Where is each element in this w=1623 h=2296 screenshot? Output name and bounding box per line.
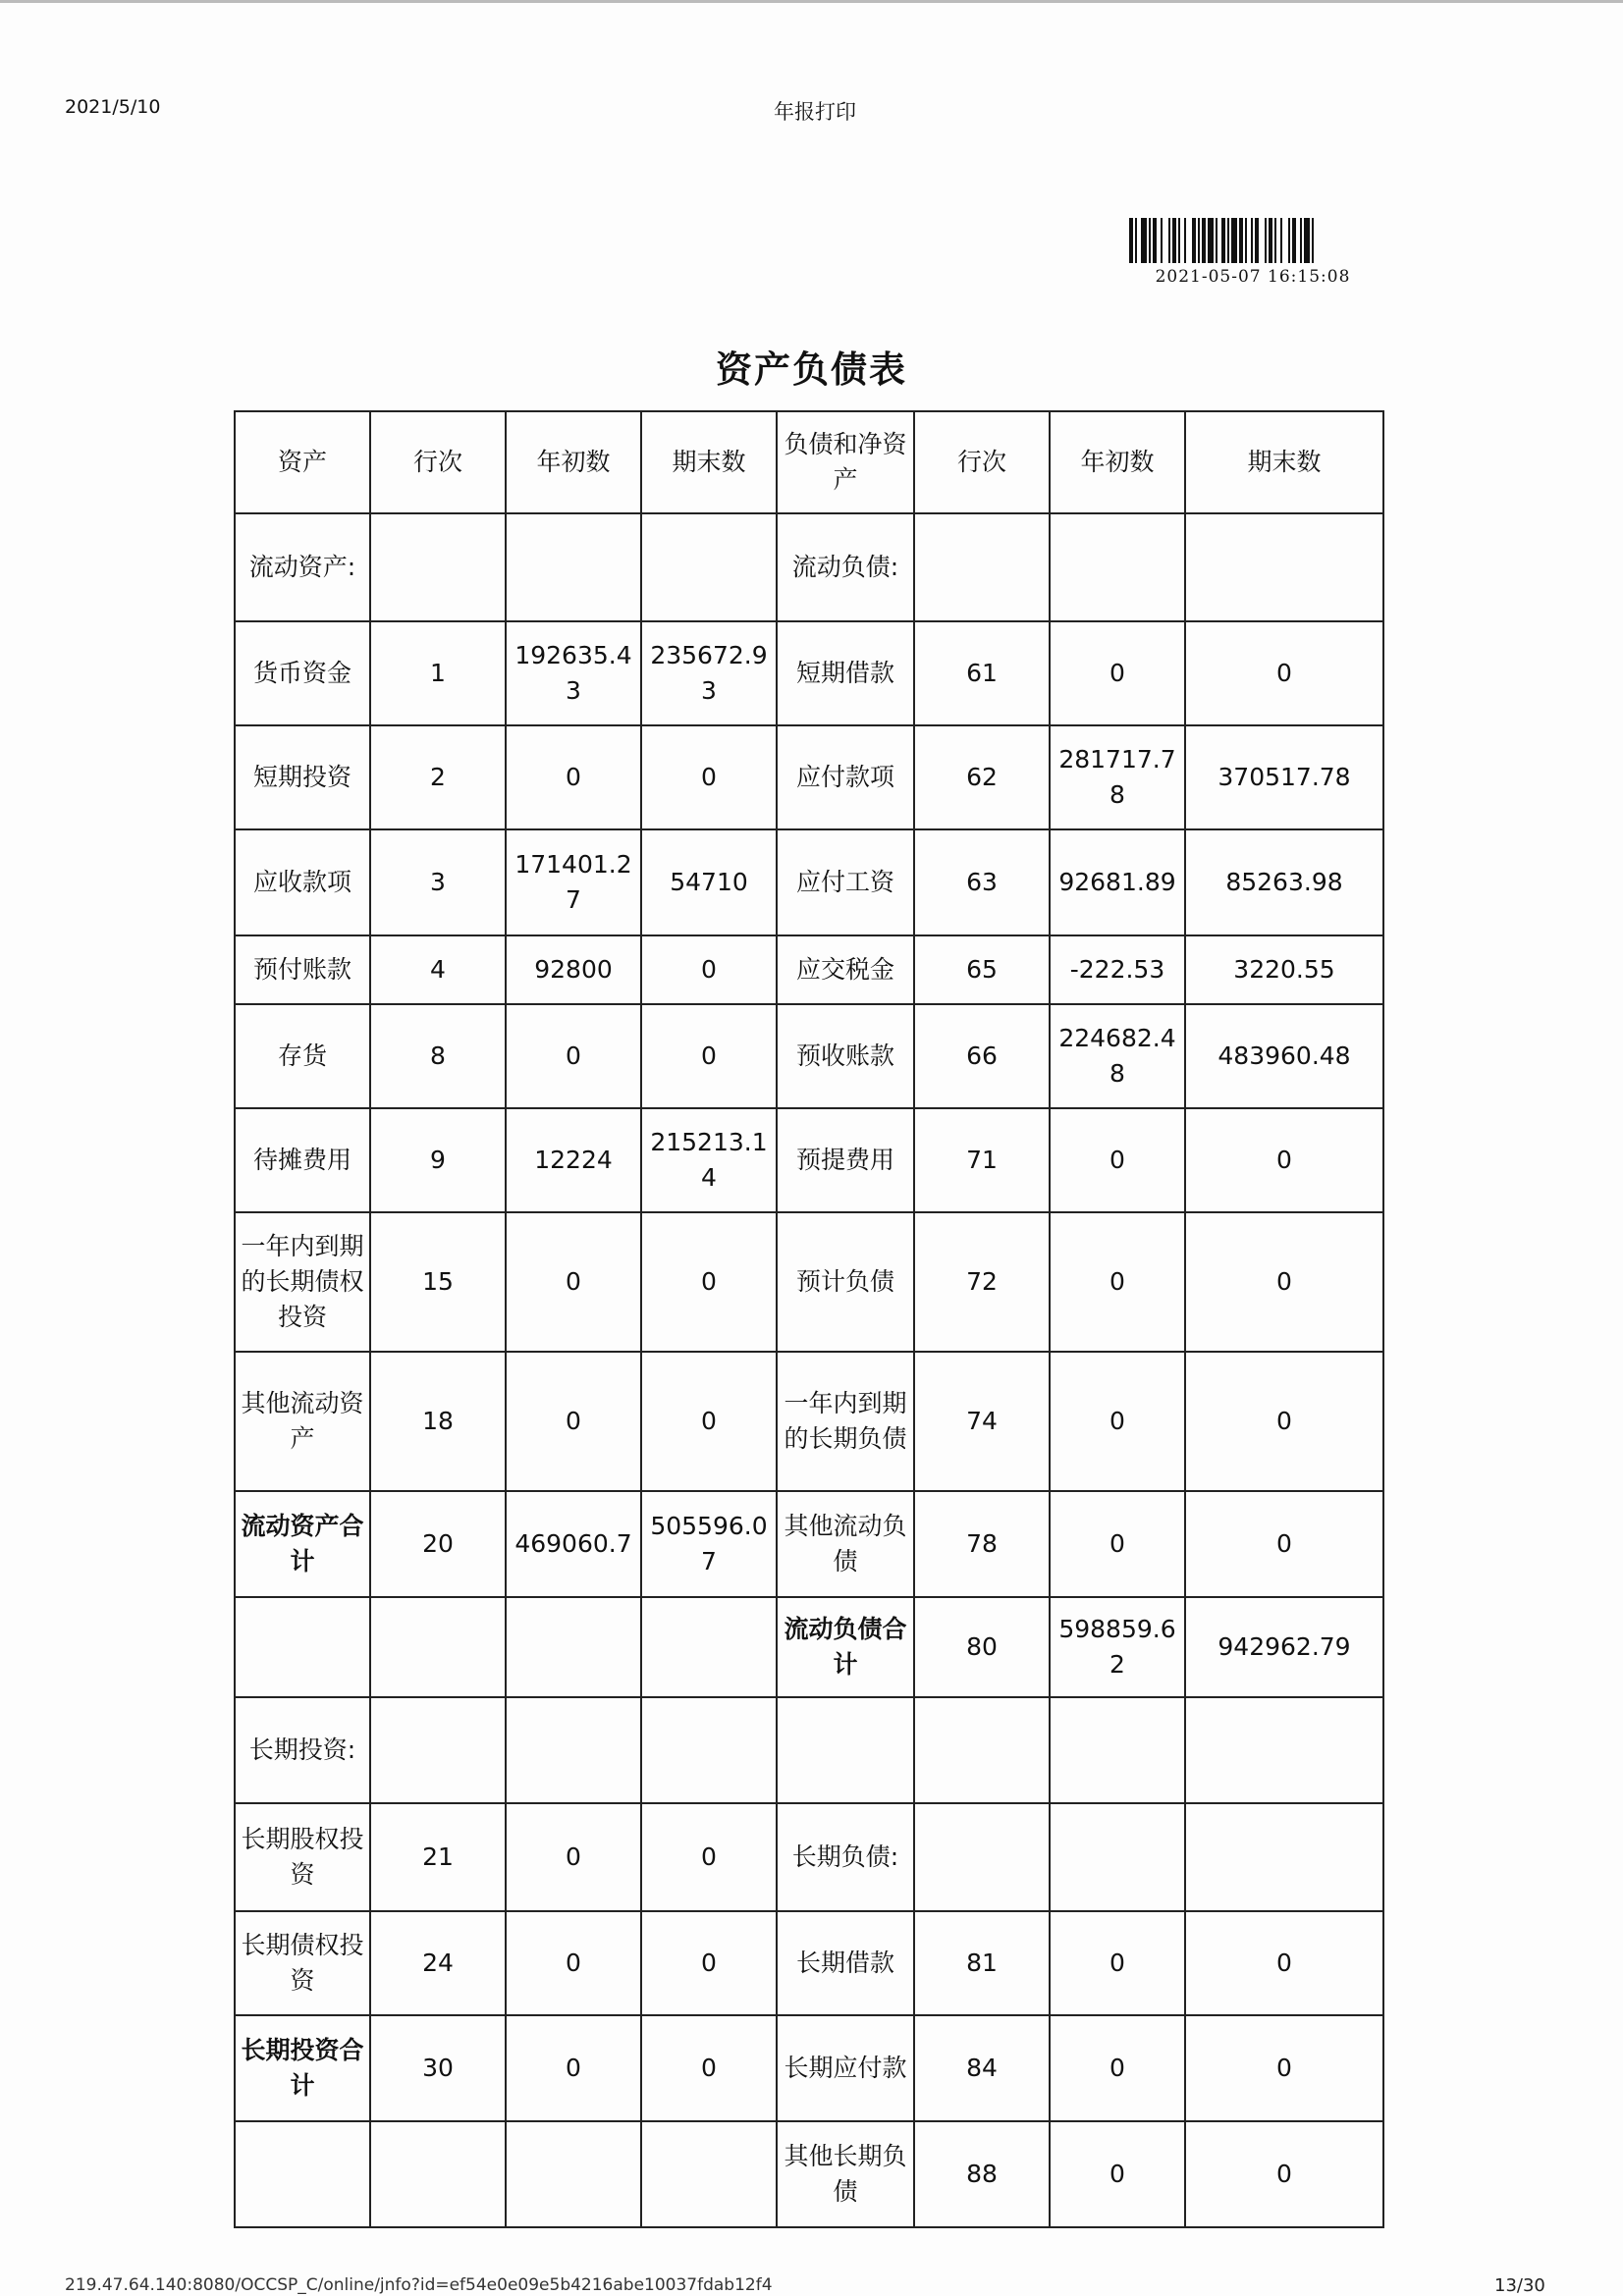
table-cell: 61 <box>914 621 1050 725</box>
table-cell: 72 <box>914 1212 1050 1352</box>
barcode-timestamp: 2021-05-07 16:15:08 <box>1155 267 1351 287</box>
table-cell <box>370 1597 506 1697</box>
table-cell: 18 <box>370 1352 506 1491</box>
table-cell: 483960.48 <box>1185 1004 1383 1108</box>
table-cell <box>370 2121 506 2227</box>
table-cell: 短期投资 <box>235 725 370 829</box>
table-cell <box>506 513 641 621</box>
table-row <box>235 935 1383 1004</box>
table-cell <box>1185 513 1383 621</box>
table-cell: 0 <box>1050 1212 1185 1352</box>
table-cell <box>914 513 1050 621</box>
table-cell: 长期投资: <box>235 1697 370 1803</box>
table-cell: 215213.14 <box>641 1108 777 1212</box>
table-cell: 0 <box>1185 2121 1383 2227</box>
table-cell: 0 <box>641 2015 777 2121</box>
table-header-row <box>235 411 1383 513</box>
table-cell: 0 <box>641 1212 777 1352</box>
table-cell <box>914 1697 1050 1803</box>
table-cell: 92800 <box>506 935 641 1004</box>
table-cell: 流动负债: <box>777 513 914 621</box>
table-cell: 281717.78 <box>1050 725 1185 829</box>
table-cell: 0 <box>1050 2121 1185 2227</box>
column-header: 期末数 <box>1185 411 1383 513</box>
table-cell <box>641 513 777 621</box>
table-cell: 505596.07 <box>641 1491 777 1597</box>
table-row <box>235 513 1383 621</box>
table-cell: 流动负债合计 <box>777 1597 914 1697</box>
table-cell: 370517.78 <box>1185 725 1383 829</box>
table-cell <box>914 1803 1050 1911</box>
table-cell: 2 <box>370 725 506 829</box>
table-cell: 长期借款 <box>777 1911 914 2015</box>
table-cell: 12224 <box>506 1108 641 1212</box>
table-cell: 应交税金 <box>777 935 914 1004</box>
table-cell: 0 <box>1185 1491 1383 1597</box>
table-cell: 其他流动负债 <box>777 1491 914 1597</box>
table-cell: 0 <box>1050 1352 1185 1491</box>
barcode <box>1129 218 1377 287</box>
table-cell: 88 <box>914 2121 1050 2227</box>
table-cell <box>1050 1697 1185 1803</box>
table-cell: 应收款项 <box>235 829 370 935</box>
table-cell: 8 <box>370 1004 506 1108</box>
table-cell: 其他长期负债 <box>777 2121 914 2227</box>
table-cell: 81 <box>914 1911 1050 2015</box>
footer-url: 219.47.64.140:8080/OCCSP_C/online/jnfo?id=ef54e0e09e5b4216abe10037fdab12f4 <box>65 2275 773 2295</box>
table-cell: 流动资产合计 <box>235 1491 370 1597</box>
table-cell <box>506 1697 641 1803</box>
table-cell: 应付工资 <box>777 829 914 935</box>
table-cell: 0 <box>1185 1352 1383 1491</box>
table-cell <box>1185 1697 1383 1803</box>
table-cell: 224682.48 <box>1050 1004 1185 1108</box>
table-cell: 65 <box>914 935 1050 1004</box>
table-cell: 预计负债 <box>777 1212 914 1352</box>
table-cell: 0 <box>1050 1911 1185 2015</box>
table-cell: 长期负债: <box>777 1803 914 1911</box>
table-cell: 0 <box>506 1212 641 1352</box>
table-cell: 192635.43 <box>506 621 641 725</box>
table-cell: 66 <box>914 1004 1050 1108</box>
table-row <box>235 1803 1383 1911</box>
table-cell: 0 <box>506 1803 641 1911</box>
table-cell: 21 <box>370 1803 506 1911</box>
table-cell: 0 <box>641 1352 777 1491</box>
table-cell: 长期应付款 <box>777 2015 914 2121</box>
table-cell: 9 <box>370 1108 506 1212</box>
page-title: 资产负债表 <box>716 348 907 391</box>
table-cell: 0 <box>1050 1108 1185 1212</box>
table-cell <box>235 1597 370 1697</box>
table-cell: 15 <box>370 1212 506 1352</box>
table-cell: 0 <box>506 725 641 829</box>
table-cell: 应付款项 <box>777 725 914 829</box>
table-cell: 一年内到期的长期负债 <box>777 1352 914 1491</box>
balance-sheet-table <box>234 410 1384 2228</box>
table-cell: 85263.98 <box>1185 829 1383 935</box>
table-cell: 预收账款 <box>777 1004 914 1108</box>
table-cell: 3220.55 <box>1185 935 1383 1004</box>
table-cell <box>641 2121 777 2227</box>
column-header: 行次 <box>914 411 1050 513</box>
table-cell: 0 <box>506 1004 641 1108</box>
table-cell: 3 <box>370 829 506 935</box>
table-cell: 长期投资合计 <box>235 2015 370 2121</box>
table-cell <box>641 1697 777 1803</box>
table-cell: 长期股权投资 <box>235 1803 370 1911</box>
print-header-title: 年报打印 <box>774 100 856 124</box>
table-row <box>235 1697 1383 1803</box>
table-row <box>235 1212 1383 1352</box>
table-cell: 其他流动资产 <box>235 1352 370 1491</box>
table-cell <box>506 1597 641 1697</box>
table-cell <box>777 1697 914 1803</box>
table-cell: 待摊费用 <box>235 1108 370 1212</box>
table-cell <box>641 1597 777 1697</box>
table-cell: 80 <box>914 1597 1050 1697</box>
table-row <box>235 1597 1383 1697</box>
table-cell: 4 <box>370 935 506 1004</box>
table-cell <box>1185 1803 1383 1911</box>
table-cell: 1 <box>370 621 506 725</box>
table-cell: 0 <box>1185 2015 1383 2121</box>
table-cell: 0 <box>1050 621 1185 725</box>
table-cell: 171401.27 <box>506 829 641 935</box>
table-cell: 存货 <box>235 1004 370 1108</box>
column-header: 期末数 <box>641 411 777 513</box>
table-cell: 一年内到期的长期债权投资 <box>235 1212 370 1352</box>
table-row <box>235 621 1383 725</box>
table-row <box>235 829 1383 935</box>
table-cell <box>370 1697 506 1803</box>
table-row <box>235 725 1383 829</box>
table-cell: 92681.89 <box>1050 829 1185 935</box>
table-cell <box>506 2121 641 2227</box>
table-cell: 84 <box>914 2015 1050 2121</box>
page-number: 13/30 <box>1494 2275 1545 2296</box>
table-cell: 235672.93 <box>641 621 777 725</box>
table-row <box>235 1911 1383 2015</box>
scan-top-edge <box>0 0 1623 3</box>
column-header: 行次 <box>370 411 506 513</box>
table-cell: 0 <box>641 1911 777 2015</box>
table-cell: 0 <box>506 1352 641 1491</box>
column-header: 负债和净资产 <box>777 411 914 513</box>
table-cell: -222.53 <box>1050 935 1185 1004</box>
table-cell: 预付账款 <box>235 935 370 1004</box>
table-cell: 24 <box>370 1911 506 2015</box>
table-cell: 长期债权投资 <box>235 1911 370 2015</box>
table-cell: 0 <box>1185 621 1383 725</box>
table-cell: 流动资产: <box>235 513 370 621</box>
table-cell <box>370 513 506 621</box>
table-cell: 71 <box>914 1108 1050 1212</box>
table-cell: 0 <box>641 1004 777 1108</box>
table-cell: 0 <box>506 2015 641 2121</box>
column-header: 年初数 <box>506 411 641 513</box>
table-cell: 短期借款 <box>777 621 914 725</box>
table-cell: 货币资金 <box>235 621 370 725</box>
print-date: 2021/5/10 <box>65 96 161 118</box>
table-cell: 0 <box>1050 2015 1185 2121</box>
table-cell: 469060.7 <box>506 1491 641 1597</box>
barcode-bar <box>1314 218 1318 263</box>
table-cell: 62 <box>914 725 1050 829</box>
table-cell <box>1050 1803 1185 1911</box>
table-cell: 74 <box>914 1352 1050 1491</box>
barcode-bars <box>1129 218 1377 263</box>
table-cell: 942962.79 <box>1185 1597 1383 1697</box>
table-cell: 0 <box>506 1911 641 2015</box>
table-row <box>235 1491 1383 1597</box>
table-cell: 0 <box>641 1803 777 1911</box>
table-cell: 0 <box>1185 1911 1383 2015</box>
table-row <box>235 2015 1383 2121</box>
table-cell: 63 <box>914 829 1050 935</box>
table-row <box>235 1352 1383 1491</box>
table-cell <box>235 2121 370 2227</box>
table-cell: 598859.62 <box>1050 1597 1185 1697</box>
table-row <box>235 1004 1383 1108</box>
table-cell: 54710 <box>641 829 777 935</box>
table-cell: 0 <box>641 935 777 1004</box>
table-cell: 0 <box>1185 1108 1383 1212</box>
table-cell: 78 <box>914 1491 1050 1597</box>
table-cell: 预提费用 <box>777 1108 914 1212</box>
table-cell: 30 <box>370 2015 506 2121</box>
column-header: 年初数 <box>1050 411 1185 513</box>
table-cell: 0 <box>1185 1212 1383 1352</box>
table-cell <box>1050 513 1185 621</box>
table-row <box>235 1108 1383 1212</box>
table-cell: 0 <box>1050 1491 1185 1597</box>
table-cell: 0 <box>641 725 777 829</box>
table-row <box>235 2121 1383 2227</box>
column-header: 资产 <box>235 411 370 513</box>
table-cell: 20 <box>370 1491 506 1597</box>
